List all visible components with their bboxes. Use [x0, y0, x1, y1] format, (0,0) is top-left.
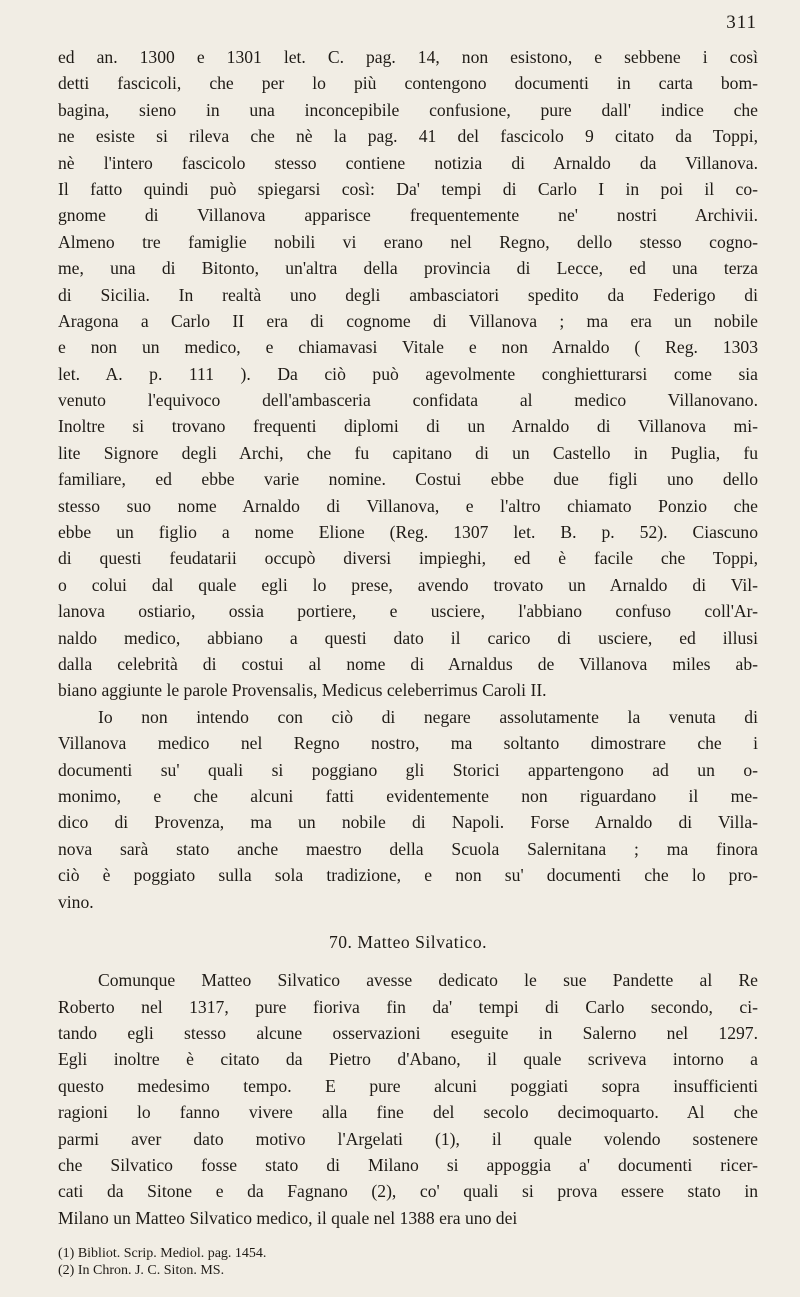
text-line: Il fatto quindi può spiegarsi così: Da' tempi di Carlo I in poi il co-	[58, 178, 758, 199]
text-line: questo medesimo tempo. E pure alcuni poggiati sopra insufficienti	[58, 1075, 758, 1096]
text-line: gnome di Villanova apparisce frequentemente ne' nostri Archivii.	[58, 205, 758, 226]
text-line: detti fascicoli, che per lo più contengono documenti in carta bom-	[58, 73, 758, 94]
text-line: Inoltre si trovano frequenti diplomi di un Arnaldo di Villanova mi-	[58, 416, 758, 437]
text-line: lite Signore degli Archi, che fu capitano di un Castello in Puglia, fu	[58, 442, 758, 463]
footnote: (2) In Chron. J. C. Siton. MS.	[58, 1263, 225, 1279]
text-line: Aragona a Carlo II era di cognome di Villanova ; ma era un nobile	[58, 310, 758, 331]
text-line: tando egli stesso alcune osservazioni eseguite in Salerno nel 1297.	[58, 1023, 758, 1044]
text-line: Milano un Matteo Silvatico medico, il quale nel 1388 era uno dei	[58, 1207, 518, 1228]
text-line: ebbe un figlio a nome Elione (Reg. 1307 let. B. p. 52). Ciascuno	[58, 522, 758, 543]
text-line: e non un medico, e chiamavasi Vitale e non Arnaldo ( Reg. 1303	[58, 337, 758, 358]
text-line: ciò è poggiato sulla sola tradizione, e non su' documenti che lo pro-	[58, 865, 758, 886]
paragraph-1	[58, 44, 758, 915]
text-line: Almeno tre famiglie nobili vi erano nel Regno, dello stesso cogno-	[58, 231, 758, 252]
section-heading: 70. Matteo Silvatico.	[328, 931, 488, 952]
text-line: lanova ostiario, ossia portiere, e usciere, l'abbiano confuso coll'Ar-	[58, 601, 758, 622]
footnote: (1) Bibliot. Scrip. Mediol. pag. 1454.	[58, 1246, 267, 1262]
text-line: Roberto nel 1317, pure fioriva fin da' tempi di Carlo secondo, ci-	[58, 996, 758, 1017]
text-line: stesso suo nome Arnaldo di Villanova, e l'altro chiamato Ponzio che	[58, 495, 758, 516]
text-line: vino.	[58, 891, 94, 912]
text-line: nova sarà stato anche maestro della Scuola Salernitana ; ma finora	[58, 838, 758, 859]
footnotes	[58, 1245, 758, 1279]
text-line: dalla celebrità di costui al nome di Arnaldus de Villanova miles ab-	[58, 653, 758, 674]
text-line: documenti su' quali si poggiano gli Storici appartengono ad un o-	[58, 759, 758, 780]
text-line: bagina, sieno in una inconcepibile confusione, pure dall' indice che	[58, 99, 758, 120]
text-line: Io non intendo con ciò di negare assolutamente la venuta di	[98, 706, 758, 727]
text-line: ed an. 1300 e 1301 let. C. pag. 14, non esistono, e sebbene i così	[58, 47, 758, 67]
text-line: cati da Sitone e da Fagnano (2), co' quali si prova essere stato in	[58, 1181, 758, 1202]
text-line: naldo medico, abbiano a questi dato il carico di usciere, ed illusi	[58, 627, 758, 648]
text-line: ne esiste si rileva che nè la pag. 41 del fascicolo 9 citato da Toppi,	[58, 126, 758, 147]
text-line: parmi aver dato motivo l'Argelati (1), il quale volendo sostenere	[58, 1128, 758, 1149]
text-line: monimo, e che alcuni fatti evidentemente non riguardano il me-	[58, 785, 758, 806]
text-line: Comunque Matteo Silvatico avesse dedicato le sue Pandette al Re	[98, 970, 758, 991]
text-line: dico di Provenza, ma un nobile di Napoli. Forse Arnaldo di Villa-	[58, 812, 758, 833]
page-number: 311	[726, 12, 757, 33]
text-line: Egli inoltre è citato da Pietro d'Abano, il quale scriveva intorno a	[58, 1049, 758, 1070]
paragraph-3	[58, 967, 758, 1231]
text-line: let. A. p. 111 ). Da ciò può agevolmente conghietturarsi come sia	[58, 363, 758, 384]
text-line: familiare, ed ebbe varie nomine. Costui ebbe due figli uno dello	[58, 469, 758, 490]
body-text	[58, 44, 758, 1279]
text-line: o colui dal quale egli lo prese, avendo trovato un Arnaldo di Vil-	[58, 574, 758, 595]
text-line: me, una di Bitonto, un'altra della provincia di Lecce, ed una terza	[58, 258, 758, 279]
text-line: nè l'intero fascicolo stesso contiene notizia di Arnaldo da Villanova.	[58, 152, 758, 173]
text-line: di Sicilia. In realtà uno degli ambasciatori spedito da Federigo di	[58, 284, 758, 305]
text-line: di questi feudatarii occupò diversi impieghi, ed è facile che Toppi,	[58, 548, 758, 569]
text-line: venuto l'equivoco dell'ambasceria confidata al medico Villanovano.	[58, 390, 758, 411]
text-line: biano aggiunte le parole Provensalis, Medicus celeberrimus Caroli II.	[58, 680, 547, 701]
text-line: ragioni lo fanno vivere alla fine del secolo decimoquarto. Al che	[58, 1102, 758, 1123]
text-line: Villanova medico nel Regno nostro, ma soltanto dimostrare che i	[58, 733, 758, 754]
text-line: che Silvatico fosse stato di Milano si appoggia a' documenti ricer-	[58, 1155, 758, 1176]
